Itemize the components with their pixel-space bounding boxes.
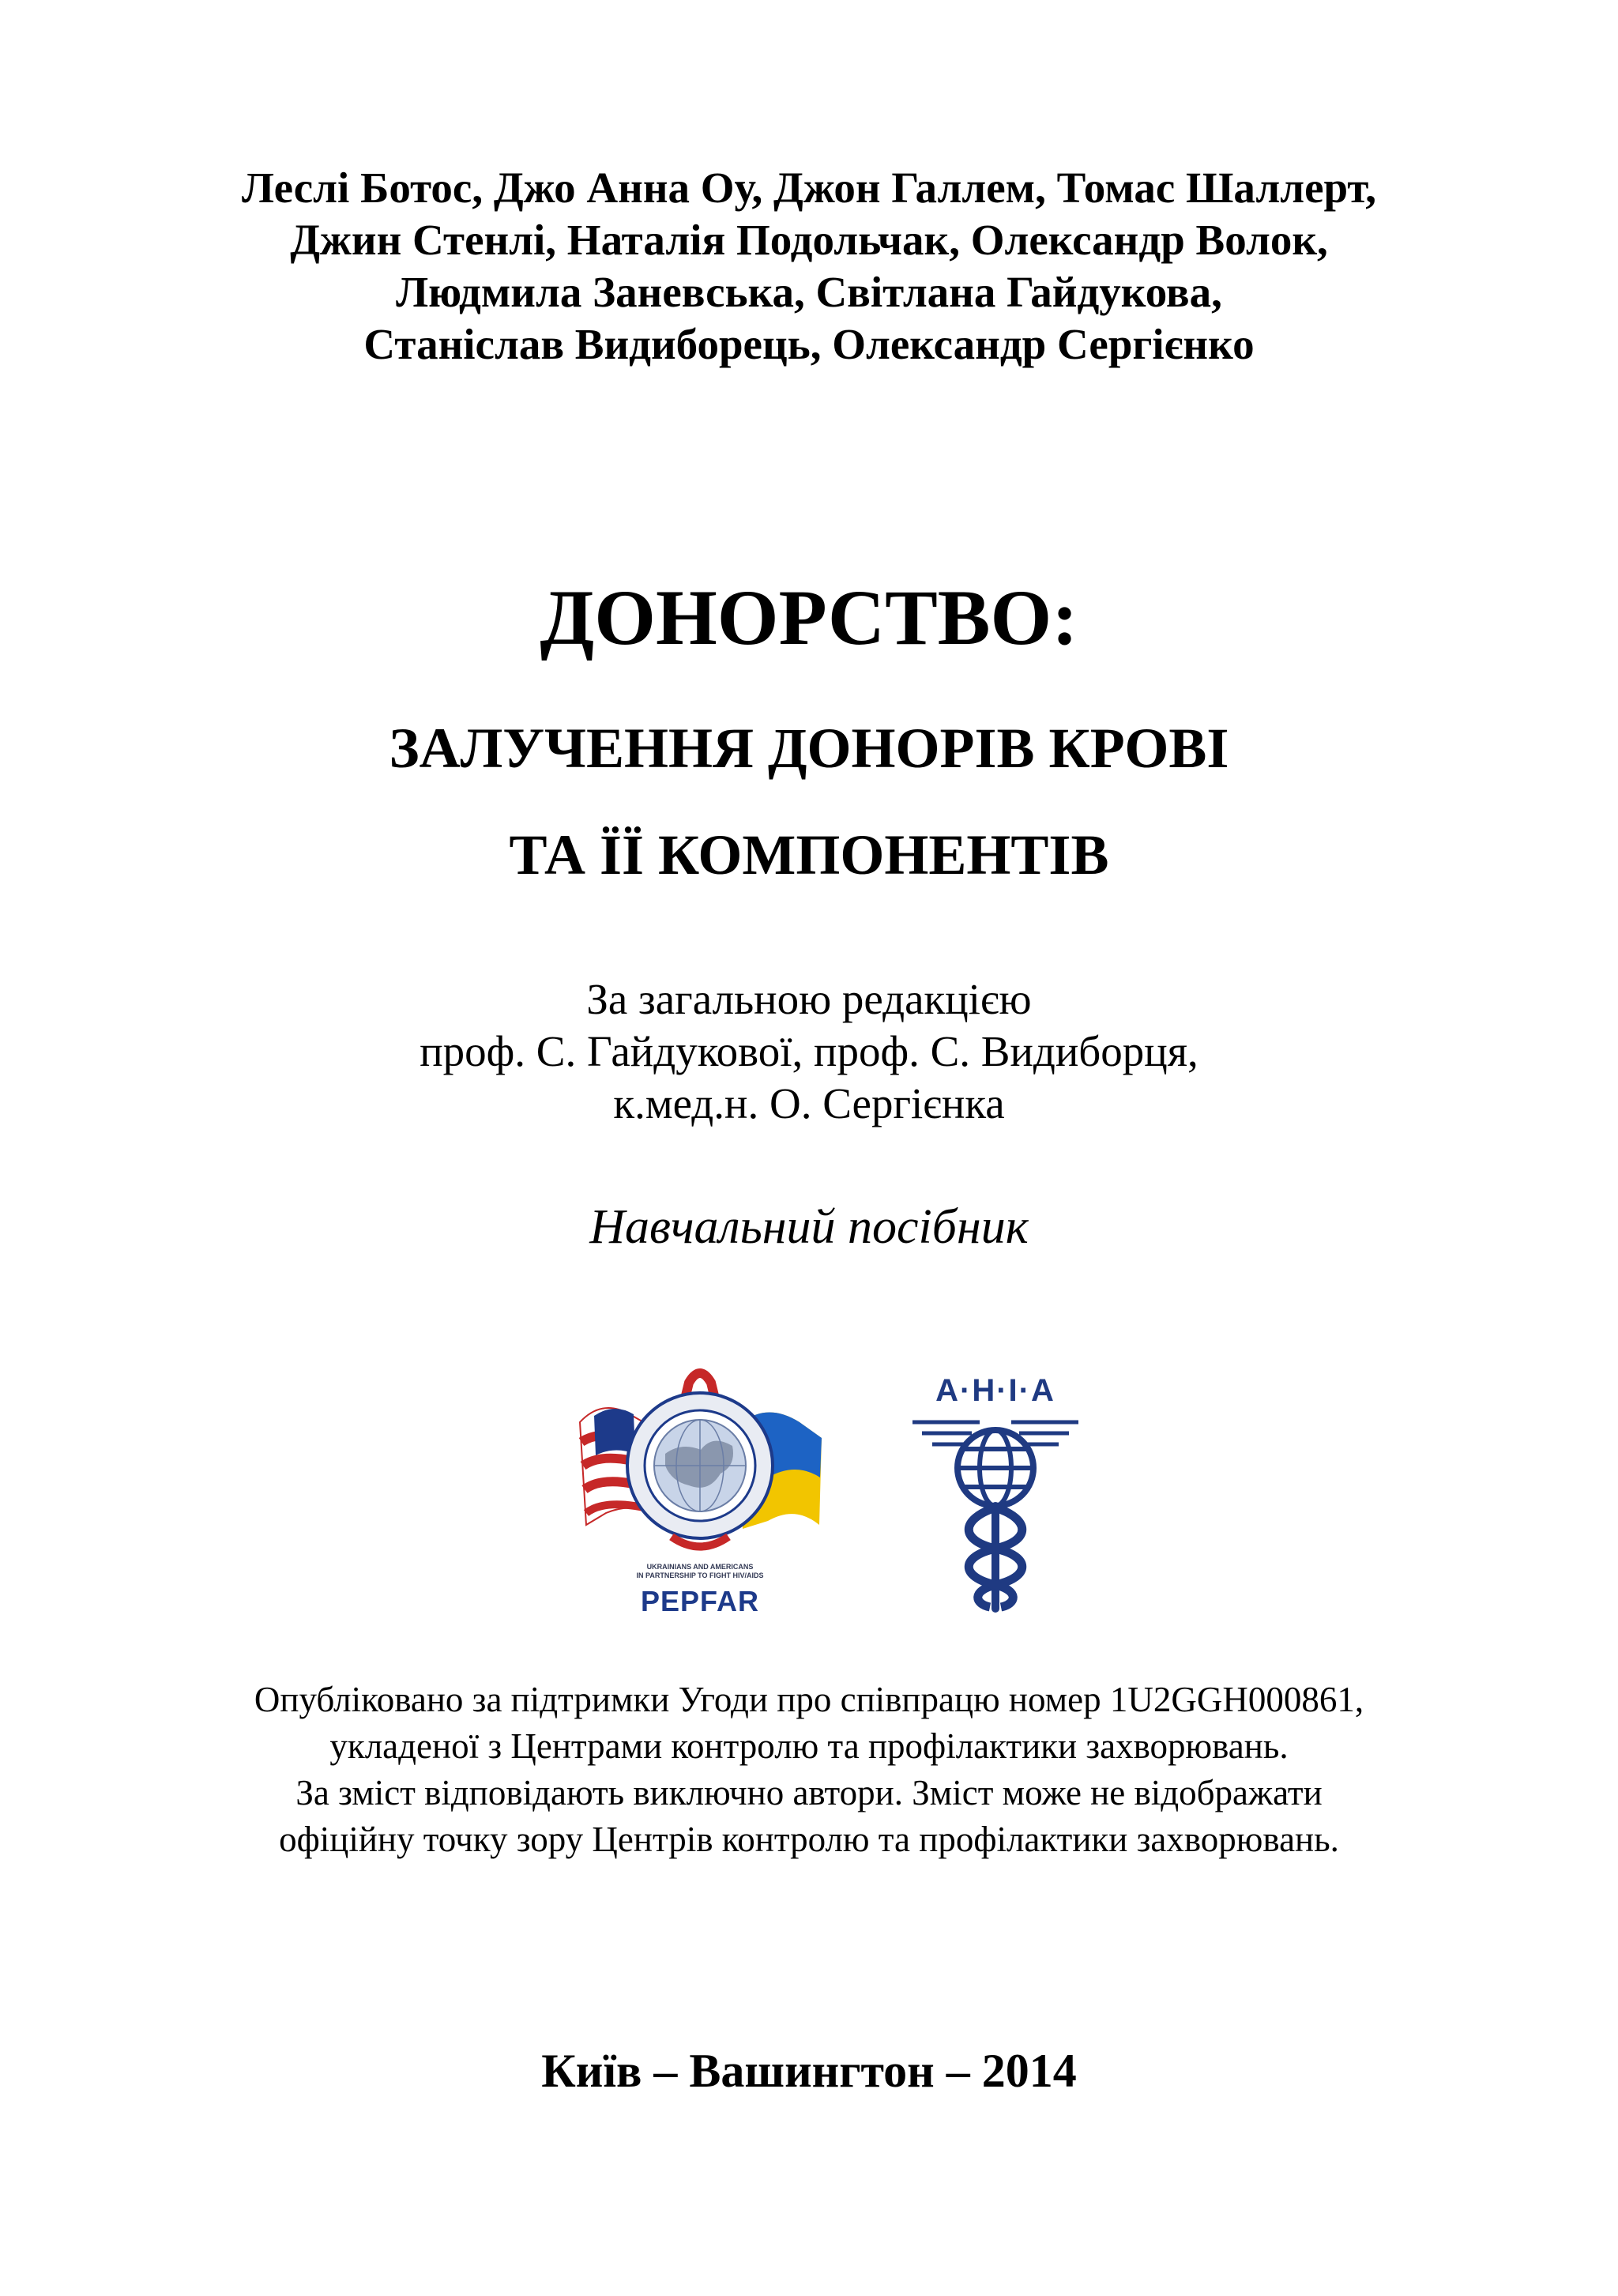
pepfar-caption — [570, 1563, 830, 1580]
logos-row — [0, 1367, 1618, 1628]
authors-line: Джин Стенлі, Наталія Подольчак, Олександр Волок, — [290, 216, 1328, 264]
caduceus-globe-icon — [905, 1373, 1086, 1618]
editors-line: к.мед.н. О. Сергієнка — [613, 1079, 1005, 1127]
pepfar-caption-line: UKRAINIANS AND AMERICANS — [646, 1563, 754, 1571]
support-line: Опубліковано за підтримки Угоди про співпрацю номер 1U2GGH000861, — [254, 1680, 1364, 1719]
subtitle-line: ЗАЛУЧЕННЯ ДОНОРІВ КРОВІ — [389, 717, 1229, 780]
authors-line: Леслі Ботос, Джо Анна Оу, Джон Галлем, Томас Шаллерт, — [242, 164, 1376, 212]
authors-line: Людмила Заневська, Світлана Гайдукова, — [396, 268, 1222, 316]
pepfar-name: PEPFAR — [640, 1585, 760, 1617]
support-line: укладеної з Центрами контролю та профілактики захворювань. — [329, 1726, 1289, 1766]
pepfar-caption-line: IN PARTNERSHIP TO FIGHT HIV/AIDS — [636, 1571, 764, 1579]
support-line: офіційну точку зору Центрів контролю та профілактики захворювань. — [279, 1820, 1339, 1859]
pepfar-seal-icon — [570, 1367, 830, 1564]
editors-line: проф. С. Гайдукової, проф. С. Видиборця, — [420, 1027, 1198, 1075]
support-notice — [0, 1677, 1618, 1863]
editors-block — [0, 973, 1618, 1130]
place-and-year: Київ – Вашингтон – 2014 — [541, 2045, 1077, 2097]
subtitle-line: ТА ЇЇ КОМПОНЕНТІВ — [509, 823, 1109, 886]
support-line: За зміст відповідають виключно автори. Зміст може не відображати — [295, 1773, 1323, 1812]
authors-block — [0, 162, 1618, 371]
pepfar-logo — [570, 1367, 830, 1628]
ahia-letters: A·H·I·A — [935, 1373, 1055, 1408]
editors-line: За загальною редакцією — [586, 975, 1032, 1023]
authors-line: Станіслав Видиборець, Олександр Сергієнко — [363, 320, 1255, 368]
document-type: Навчальний посібник — [589, 1200, 1029, 1254]
book-title: ДОНОРСТВО: — [540, 574, 1078, 661]
ahia-logo — [905, 1373, 1086, 1618]
book-subtitle — [0, 695, 1618, 909]
